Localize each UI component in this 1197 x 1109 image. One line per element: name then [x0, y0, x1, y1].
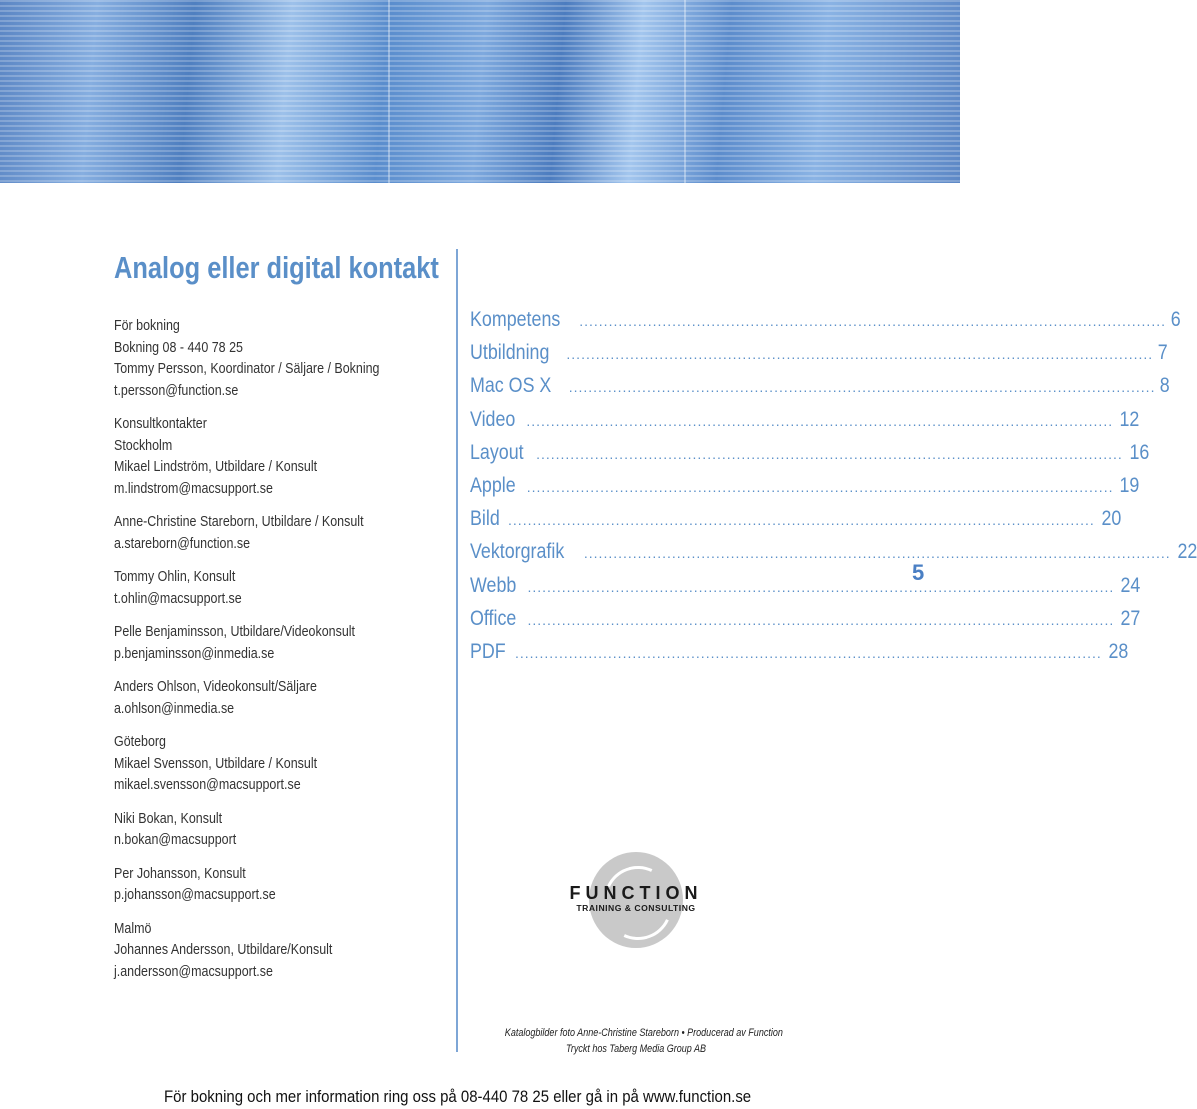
toc-leader-dots: ........................................................................................................................ — [527, 578, 1115, 595]
toc-item-page: 16 — [1129, 440, 1150, 464]
toc-item — [470, 639, 1129, 673]
toc-item-page: 12 — [1119, 407, 1140, 431]
contact-section — [114, 512, 434, 555]
contact-line: Konsultkontakter — [114, 416, 207, 432]
header-banner-image — [0, 0, 960, 183]
toc-leader-dots: ........................................................................................................................ — [566, 346, 1154, 363]
page-title: Analog eller digital kontakt — [114, 250, 439, 285]
toc-item-page: 6 — [1170, 308, 1181, 331]
table-of-contents — [470, 308, 1197, 673]
toc-item-name: Kompetens — [470, 308, 561, 331]
logo-name: FUNCTION — [569, 883, 703, 903]
contact-line: Anders Ohlson, Videokonsult/Säljare — [114, 679, 317, 695]
toc-item — [470, 374, 1171, 407]
contact-line[interactable]: mikael.svensson@macsupport.se — [114, 777, 301, 793]
toc-leader-dots: ........................................................................................................................ — [526, 478, 1114, 495]
toc-item — [470, 507, 1122, 540]
toc-item-name: Video — [470, 407, 516, 431]
toc-leader-dots: ........................................................................................................................ — [568, 379, 1156, 396]
contact-section — [114, 809, 434, 852]
footer-text: För bokning och mer information ring oss på 08-440 78 25 eller gå in på www.function.se — [164, 1087, 752, 1106]
contact-line: Johannes Andersson, Utbildare/Konsult — [114, 942, 333, 958]
toc-item-page: 7 — [1157, 341, 1168, 365]
contact-line[interactable]: j.andersson@macsupport.se — [114, 963, 273, 980]
footer-contact — [0, 1087, 916, 1107]
column-divider — [456, 249, 458, 1052]
contact-section — [114, 567, 434, 610]
contact-line[interactable]: a.ohlson@inmedia.se — [114, 700, 235, 717]
toc-leader-dots: ........................................................................................................................ — [508, 512, 1095, 529]
toc-item-page: 8 — [1160, 374, 1171, 398]
page-number: 5 — [912, 560, 925, 585]
toc-item-page: 24 — [1120, 573, 1141, 597]
contact-line: Per Johansson, Konsult — [114, 865, 246, 882]
toc-item-page: 22 — [1177, 540, 1197, 564]
contact-line: Tommy Persson, Koordinator / Säljare / Bokning — [114, 361, 380, 377]
contact-line: Mikael Svensson, Utbildare / Konsult — [114, 755, 318, 772]
toc-item-page: 28 — [1108, 639, 1129, 663]
contact-line: Anne-Christine Stareborn, Utbildare / Konsult — [114, 514, 364, 530]
toc-item — [470, 606, 1141, 640]
toc-leader-dots: ........................................................................................................................ — [583, 545, 1171, 562]
contact-line[interactable]: m.lindstrom@macsupport.se — [114, 480, 273, 497]
contact-section — [114, 677, 434, 720]
contact-line: Pelle Benjaminsson, Utbildare/Videokonsult — [114, 624, 356, 640]
contact-line[interactable]: p.johansson@macsupport.se — [114, 887, 276, 903]
toc-item-name: Webb — [470, 573, 517, 597]
toc-item-page: 19 — [1119, 473, 1140, 497]
contact-line: Malmö — [114, 920, 152, 937]
toc-item — [470, 308, 1181, 341]
toc-item — [470, 473, 1140, 507]
toc-item-name: Apple — [470, 473, 516, 497]
toc-item — [470, 341, 1168, 374]
toc-leader-dots: ........................................................................................................................ — [515, 644, 1102, 661]
toc-leader-dots: ........................................................................................................................ — [526, 412, 1114, 429]
toc-item — [470, 440, 1150, 474]
contact-section — [114, 864, 434, 907]
toc-item — [470, 573, 1141, 607]
contact-line[interactable]: t.persson@function.se — [114, 382, 239, 399]
toc-item-name: Office — [470, 606, 517, 630]
toc-item — [470, 407, 1140, 441]
contact-line[interactable]: t.ohlin@macsupport.se — [114, 590, 242, 607]
contact-section — [114, 316, 434, 402]
contact-line[interactable]: p.benjaminsson@inmedia.se — [114, 645, 275, 662]
credits-line-1: Katalogbilder foto Anne-Christine Stareborn • Producerad av Function — [504, 1027, 783, 1039]
toc-item-name: Bild — [470, 507, 500, 531]
contact-line[interactable]: n.bokan@macsupport — [114, 832, 237, 848]
toc-item — [470, 540, 1197, 573]
function-logo — [566, 852, 706, 950]
contact-line: För bokning — [114, 318, 180, 334]
credits-line-2: Tryckt hos Taberg Media Group AB — [565, 1043, 707, 1055]
contact-line: Niki Bokan, Konsult — [114, 810, 223, 827]
banner-seam — [388, 0, 390, 183]
contact-line: Tommy Ohlin, Konsult — [114, 569, 236, 585]
toc-item-page: 20 — [1101, 507, 1122, 531]
credits — [476, 1025, 796, 1057]
toc-leader-dots: ........................................................................................................................ — [527, 611, 1115, 628]
logo-tagline: TRAINING & CONSULTING — [576, 903, 696, 913]
contact-line: Bokning 08 - 440 78 25 — [114, 339, 243, 356]
toc-leader-dots: ........................................................................................................................ — [536, 445, 1123, 462]
toc-leader-dots: ........................................................................................................................ — [579, 313, 1166, 329]
contact-list — [114, 316, 434, 995]
toc-item-name: PDF — [470, 639, 506, 663]
contact-line[interactable]: a.stareborn@function.se — [114, 535, 251, 552]
banner-seam — [684, 0, 686, 183]
contact-section — [114, 622, 434, 665]
contact-section — [114, 732, 434, 797]
contact-line: Mikael Lindström, Utbildare / Konsult — [114, 459, 318, 475]
contact-line: Stockholm — [114, 437, 173, 454]
contact-line: Göteborg — [114, 734, 167, 750]
toc-item-name: Layout — [470, 440, 524, 464]
contact-section — [114, 919, 434, 984]
toc-item-page: 27 — [1120, 606, 1141, 630]
toc-item-name: Mac OS X — [470, 374, 552, 398]
toc-item-name: Utbildning — [470, 341, 550, 365]
contact-section — [114, 414, 434, 500]
toc-item-name: Vektorgrafik — [470, 540, 565, 564]
